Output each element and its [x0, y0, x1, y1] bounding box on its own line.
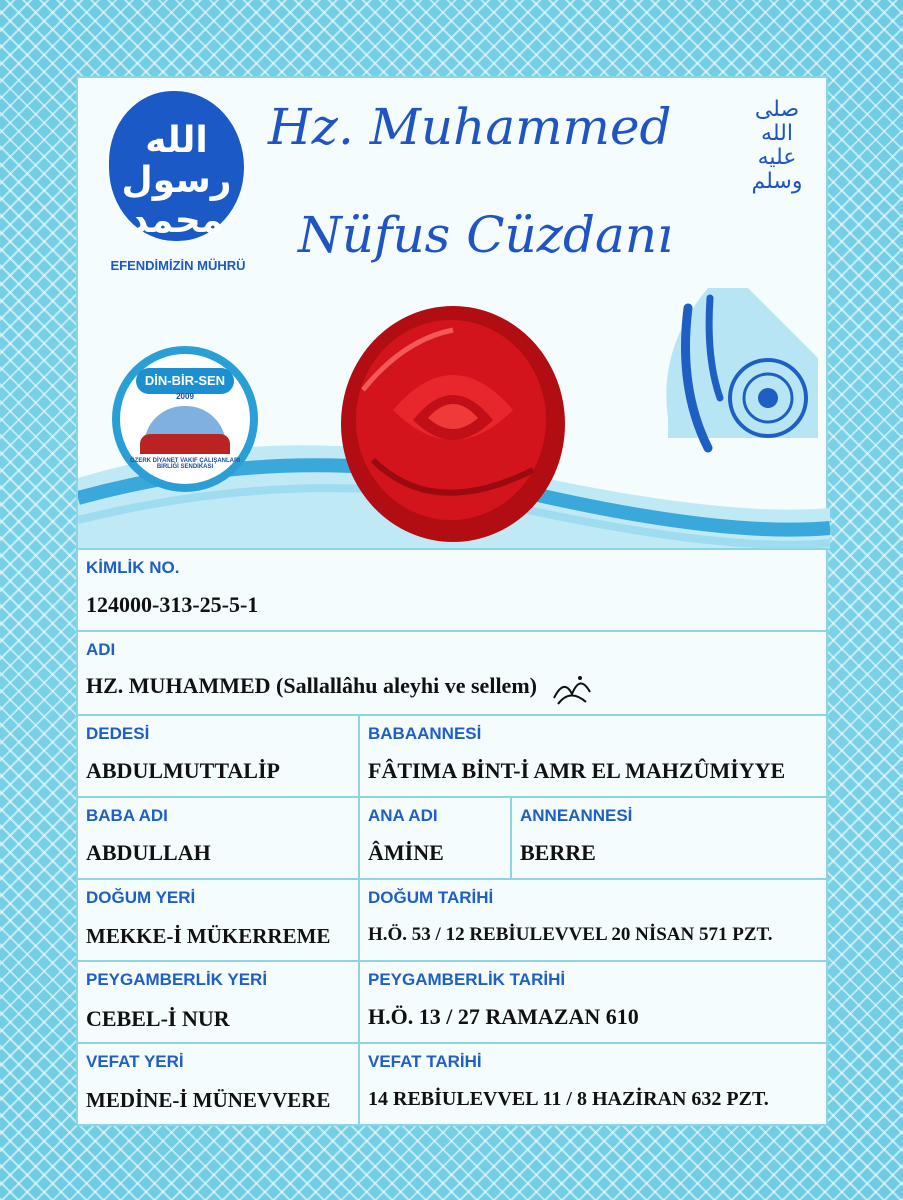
salawat-inline-icon: [550, 668, 594, 708]
union-logo: [112, 346, 258, 492]
value-anneannesi: BERRE: [520, 840, 596, 865]
label-anneannesi: ANNEANNESİ: [520, 806, 633, 825]
label-vefat-tarihi: VEFAT TARİHİ: [368, 1052, 482, 1071]
row-kimlik-no: [78, 548, 830, 630]
label-dogum-tarihi: DOĞUM TARİHİ: [368, 888, 494, 907]
value-dogum-tarihi: H.Ö. 53 / 12 REBİULEVVEL 20 NİSAN 571 PZT.: [368, 924, 773, 945]
label-dedesi: DEDESİ: [86, 724, 150, 743]
label-vefat-yeri: VEFAT YERİ: [86, 1052, 184, 1071]
value-kimlik-no: 124000-313-25-5-1: [86, 592, 259, 617]
row-dedesi-babaannesi: [78, 714, 830, 796]
cell-anneannesi: [510, 798, 830, 878]
value-adi: HZ. MUHAMMED (Sallallâhu aleyhi ve sellem): [86, 673, 537, 699]
seal-caption: EFENDİMİZİN MÜHRÜ: [110, 258, 246, 273]
cell-baba-adi: [78, 798, 358, 878]
cell-babaannesi: [358, 716, 830, 796]
value-vefat-yeri: MEDİNE-İ MÜNEVVERE: [86, 1088, 331, 1112]
red-rose-image: [333, 300, 573, 548]
cell-adi: [78, 632, 830, 714]
label-adi: ADI: [86, 640, 116, 659]
cell-peygamberlik-tarihi: [358, 962, 830, 1042]
value-baba-adi: ABDULLAH: [86, 840, 211, 865]
title-line-1: Hz. Muhammed: [268, 98, 672, 156]
value-dedesi: ABDULMUTTALİP: [86, 758, 280, 783]
cell-vefat-yeri: [78, 1044, 358, 1126]
card-header: [78, 78, 830, 548]
cell-dogum-tarihi: [358, 880, 830, 960]
bridge-icon: [140, 434, 230, 454]
union-logo-name: DİN-BİR-SEN: [136, 368, 234, 394]
cell-dogum-yeri: [78, 880, 358, 960]
title-line-2: Nüfus Cüzdanı: [298, 206, 674, 264]
cell-dedesi: [78, 716, 358, 796]
label-babaannesi: BABAANNESİ: [368, 724, 482, 743]
prophet-seal: [109, 91, 244, 241]
row-baba-ana-anneanne: [78, 796, 830, 878]
cell-ana-adi: [358, 798, 510, 878]
label-dogum-yeri: DOĞUM YERİ: [86, 888, 196, 907]
label-ana-adi: ANA ADI: [368, 806, 438, 825]
row-adi: [78, 630, 830, 714]
row-dogum: [78, 878, 830, 960]
cell-kimlik-no: [78, 550, 830, 630]
label-peygamberlik-tarihi: PEYGAMBERLİK TARİHİ: [368, 970, 566, 989]
id-card: [76, 76, 828, 1126]
value-dogum-yeri: MEKKE-İ MÜKERREME: [86, 924, 331, 948]
label-peygamberlik-yeri: PEYGAMBERLİK YERİ: [86, 970, 268, 989]
cell-vefat-tarihi: [358, 1044, 830, 1126]
value-peygamberlik-tarihi: H.Ö. 13 / 27 RAMAZAN 610: [368, 1004, 639, 1029]
allah-calligraphy-icon: [648, 268, 818, 478]
value-babaannesi: FÂTIMA BİNT-İ AMR EL MAHZÛMİYYE: [368, 758, 786, 783]
label-kimlik-no: KİMLİK NO.: [86, 558, 180, 577]
label-baba-adi: BABA ADI: [86, 806, 168, 825]
value-adi-wrap: [86, 668, 594, 708]
row-peygamberlik: [78, 960, 830, 1042]
row-vefat: [78, 1042, 830, 1126]
value-peygamberlik-yeri: CEBEL-İ NUR: [86, 1006, 230, 1031]
value-ana-adi: ÂMİNE: [368, 840, 444, 865]
union-logo-ring-text: ÖZERK DİYANET VAKIF ÇALIŞANLARI BİRLİĞİ SENDİKASI: [129, 458, 240, 470]
cell-peygamberlik-yeri: [78, 962, 358, 1042]
seal-script: الله رسول محمد: [121, 120, 232, 241]
salawat-calligraphy: صلى الله عليه وسلم: [751, 97, 803, 194]
value-vefat-tarihi: 14 REBİULEVVEL 11 / 8 HAZİRAN 632 PZT.: [368, 1088, 769, 1110]
union-logo-year: 2009: [176, 392, 194, 401]
